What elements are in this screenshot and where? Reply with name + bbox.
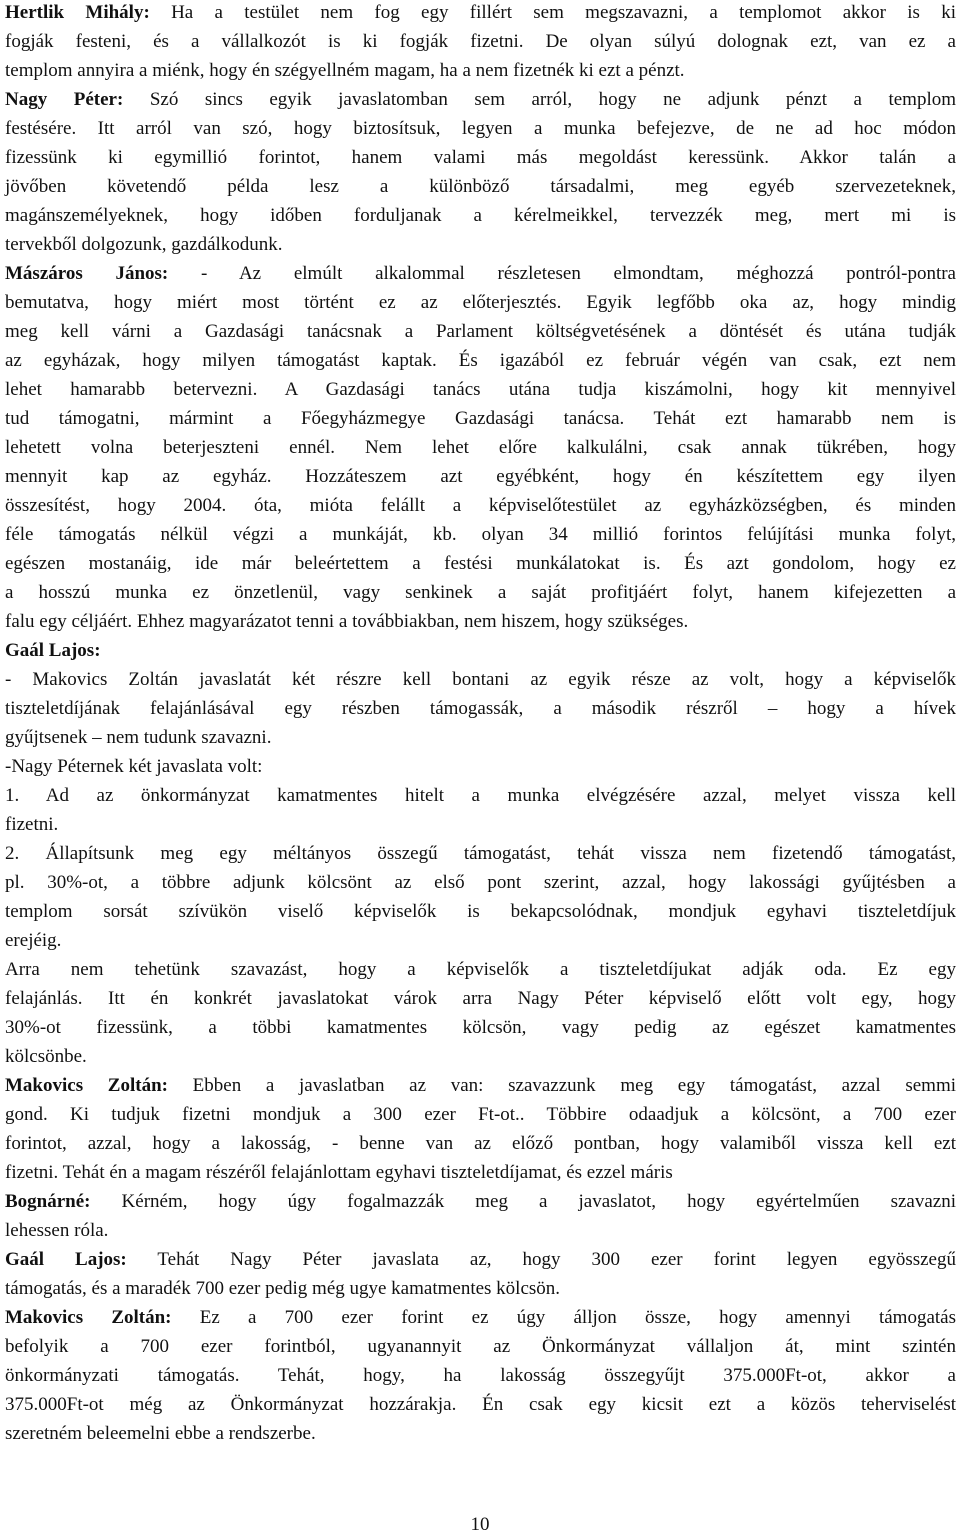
line-text: fizetni.	[5, 814, 59, 835]
text-line	[5, 578, 956, 607]
text-line	[5, 1419, 956, 1448]
text-line	[5, 781, 956, 810]
speaker-name: Gaál Lajos:	[5, 1249, 127, 1270]
text-line	[5, 1361, 956, 1390]
text-line	[5, 143, 956, 172]
text-line	[5, 259, 956, 288]
line-text: tud támogatni, mármint a Főegyházmegye Gazdasági tanácsa. Tehát ezt hamarabb nem is	[5, 408, 956, 429]
line-text: - Makovics Zoltán javaslatát két részre kell bontani az egyik része az volt, hogy a képviselők	[5, 669, 956, 690]
line-text: támogatás, és a maradék 700 ezer pedig még ugye kamatmentes kölcsön.	[5, 1278, 561, 1299]
line-text: szeretném beleemelni ebbe a rendszerbe.	[5, 1423, 316, 1444]
line-text: fizetni. Tehát én a magam részéről felajánlottam egyhavi tiszteletdíjamat, és ezzel máris	[5, 1162, 673, 1183]
line-text: befolyik a 700 ezer forintból, ugyanannyit az Önkormányzat vállaljon át, mint szintén	[5, 1336, 956, 1357]
text-line	[5, 1303, 956, 1332]
line-text: falu egy céljáért. Ehhez magyarázatot tenni a továbbiakban, nem hiszem, hogy szükséges.	[5, 611, 689, 632]
text-line	[5, 1158, 956, 1187]
line-text: kölcsönbe.	[5, 1046, 87, 1067]
text-line	[5, 665, 956, 694]
speaker-name: Gaál Lajos:	[5, 640, 101, 661]
line-text: Szó sincs egyik javaslatomban sem arról, hogy ne adjunk pénzt a templom	[123, 89, 957, 110]
text-line	[5, 984, 956, 1013]
line-text: önkormányzati támogatás. Tehát, hogy, ha lakosság összegyűjt 375.000Ft-ot, akkor a	[5, 1365, 956, 1386]
document-body	[5, 0, 956, 1448]
line-text: tervekből dolgozunk, gazdálkodunk.	[5, 234, 283, 255]
text-line	[5, 317, 956, 346]
line-text: mennyit kap az egyház. Hozzáteszem azt egyébként, hogy én készítettem egy ilyen	[5, 466, 956, 487]
text-line	[5, 404, 956, 433]
text-line	[5, 694, 956, 723]
text-line	[5, 926, 956, 955]
line-text: felajánlás. Itt én konkrét javaslatokat várok arra Nagy Péter képviselő előtt volt egy, hogy	[5, 988, 956, 1009]
line-text: Arra nem tehetünk szavazást, hogy a képviselők a tiszteletdíjukat adják oda. Ez egy	[5, 959, 956, 980]
line-text: -Nagy Péternek két javaslata volt:	[5, 756, 263, 777]
text-line	[5, 1013, 956, 1042]
text-line	[5, 1187, 956, 1216]
line-text: lehetett volna beterjeszteni ennél. Nem lehet előre kalkulálni, csak annak tükrében, hogy	[5, 437, 956, 458]
line-text: magánszemélyeknek, hogy időben forduljanak a kérelmeikkel, tervezzék meg, mert mi is	[5, 205, 956, 226]
text-line	[5, 723, 956, 752]
text-line	[5, 1071, 956, 1100]
text-line	[5, 1216, 956, 1245]
text-line	[5, 897, 956, 926]
line-text: 375.000Ft-ot még az Önkormányzat hozzárakja. Én csak egy kicsit ezt a közös teherviselést	[5, 1394, 956, 1415]
text-line	[5, 1274, 956, 1303]
text-line	[5, 636, 956, 665]
text-line	[5, 0, 956, 27]
speaker-name: Makovics Zoltán:	[5, 1307, 172, 1328]
speaker-name: Nagy Péter:	[5, 89, 124, 110]
text-line	[5, 520, 956, 549]
text-line	[5, 1390, 956, 1419]
text-line	[5, 868, 956, 897]
page-number: 10	[470, 1514, 490, 1535]
speaker-name: Bognárné:	[5, 1191, 91, 1212]
text-line	[5, 607, 956, 636]
text-line	[5, 85, 956, 114]
line-text: jövőben követendő példa lesz a különböző társadalmi, meg egyéb szervezeteknek,	[5, 176, 956, 197]
text-line	[5, 549, 956, 578]
line-text: egészen mostanáig, ide már beleértettem a festési munkálatokat is. És azt gondolom, hogy ez	[5, 553, 956, 574]
line-text: az egyházak, hogy milyen támogatást kaptak. És igazából ez február végén van csak, ezt nem	[5, 350, 956, 371]
text-line	[5, 201, 956, 230]
line-text: Ha a testület nem fog egy fillért sem megszavazni, a templomot akkor is ki	[149, 2, 956, 23]
line-text: erejéig.	[5, 930, 62, 951]
text-line	[5, 810, 956, 839]
line-text: templom sorsát szívükön viselő képviselők is bekapcsolódnak, mondjuk egyhavi tiszteletdíjuk	[5, 901, 956, 922]
line-text: festésére. Itt arról van szó, hogy biztosítsuk, legyen a munka befejezve, de ne ad hoc módon	[5, 118, 956, 139]
text-line	[5, 172, 956, 201]
line-text: templom annyira a miénk, hogy én szégyellném magam, ha a nem fizetnék ki ezt a pénzt.	[5, 60, 685, 81]
text-line	[5, 752, 956, 781]
line-text: 1. Ad az önkormányzat kamatmentes hitelt a munka elvégzésére azzal, melyet vissza kell	[5, 785, 956, 806]
line-text: meg kell várni a Gazdasági tanácsnak a Parlament költségvetésének a döntését és utána tudják	[5, 321, 956, 342]
line-text: gond. Ki tudjuk fizetni mondjuk a 300 ezer Ft-ot.. Többire odaadjuk a kölcsönt, a 700 ezer	[5, 1104, 956, 1125]
speaker-name: Hertlik Mihály:	[5, 2, 150, 23]
text-line	[5, 1245, 956, 1274]
text-line	[5, 375, 956, 404]
line-text: forintot, azzal, hogy a lakosság, - benne van az előző pontban, hogy valamiből vissza kell ezt	[5, 1133, 956, 1154]
line-text: gyűjtsenek – nem tudunk szavazni.	[5, 727, 272, 748]
line-text: fogják festeni, és a vállalkozót is ki fogják fizetni. De olyan súlyú dolognak ezt, van ez a	[5, 31, 956, 52]
line-text: lehessen róla.	[5, 1220, 109, 1241]
text-line	[5, 1129, 956, 1158]
line-text: fizessünk ki egymillió forintot, hanem valami más megoldást keressünk. Akkor talán a	[5, 147, 956, 168]
line-text: Tehát Nagy Péter javaslata az, hogy 300 ezer forint legyen egyösszegű	[126, 1249, 956, 1270]
line-text: tiszteletdíjának felajánlásával egy részben támogassák, a második részről – hogy a hívek	[5, 698, 956, 719]
line-text: 30%-ot fizessünk, a többi kamatmentes kölcsön, vagy pedig az egészet kamatmentes	[5, 1017, 956, 1038]
line-text: bemutatva, hogy miért most történt ez az előterjesztés. Egyik legfőbb oka az, hogy mindig	[5, 292, 956, 313]
text-line	[5, 839, 956, 868]
text-line	[5, 1042, 956, 1071]
speaker-name: Makovics Zoltán:	[5, 1075, 168, 1096]
text-line	[5, 433, 956, 462]
text-line	[5, 56, 956, 85]
text-line	[5, 1100, 956, 1129]
line-text: pl. 30%-ot, a többre adjunk kölcsönt az első pont szerint, azzal, hogy lakossági gyűjtésben a	[5, 872, 956, 893]
text-line	[5, 1332, 956, 1361]
text-line	[5, 288, 956, 317]
line-text: Ebben a javaslatban az van: szavazzunk meg egy támogatást, azzal semmi	[167, 1075, 956, 1096]
text-line	[5, 114, 956, 143]
text-line	[5, 462, 956, 491]
line-text: Kérném, hogy úgy fogalmazzák meg a javaslatot, hogy egyértelműen szavazni	[90, 1191, 956, 1212]
line-text: - Az elmúlt alkalommal részletesen elmondtam, méghozzá pontról-pontra	[168, 263, 956, 284]
text-line	[5, 346, 956, 375]
text-line	[5, 27, 956, 56]
text-line	[5, 230, 956, 259]
line-text: féle támogatás nélkül végzi a munkáját, kb. olyan 34 millió forintos felújítási munka folyt,	[5, 524, 956, 545]
line-text: lehet hamarabb betervezni. A Gazdasági tanács utána tudja kiszámolni, hogy kit mennyivel	[5, 379, 956, 400]
text-line	[5, 955, 956, 984]
line-text: 2. Állapítsunk meg egy méltányos összegű támogatást, tehát vissza nem fizetendő támogatást,	[5, 843, 956, 864]
line-text: összesítést, hogy 2004. óta, mióta felállt a képviselőtestület az egyházközségben, és minden	[5, 495, 956, 516]
speaker-name: Mászáros János:	[5, 263, 169, 284]
line-text: Ez a 700 ezer forint ez úgy álljon össze, hogy amennyi támogatás	[171, 1307, 957, 1328]
text-line	[5, 491, 956, 520]
line-text: a hosszú munka ez önzetlenül, vagy senkinek a saját profitjáért folyt, hanem kifejezetten a	[5, 582, 956, 603]
